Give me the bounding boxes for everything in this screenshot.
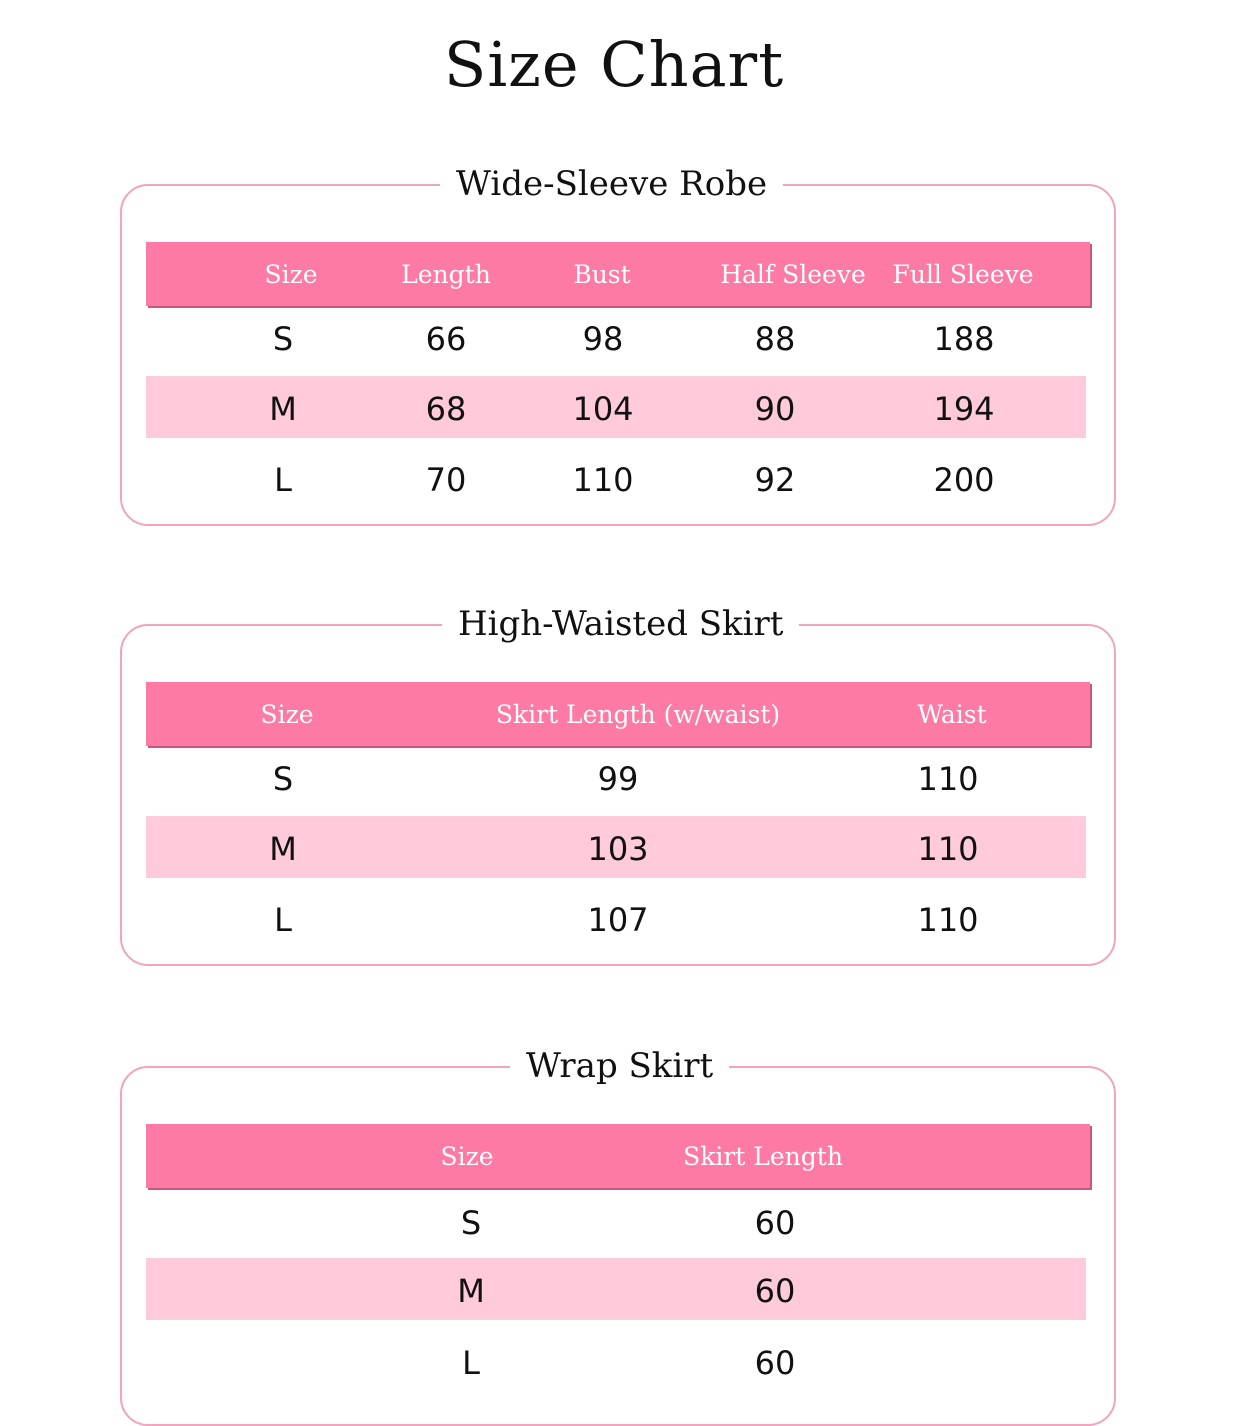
table-row — [146, 447, 1086, 509]
column-header: Skirt Length — [683, 1142, 843, 1171]
size-table-robe — [120, 164, 1116, 526]
size-table-wrap-skirt — [120, 1046, 1116, 1426]
table-cell: 194 — [933, 390, 995, 428]
table-cell: 60 — [754, 1204, 796, 1242]
column-header: Length — [401, 260, 491, 289]
column-header: Half Sleeve — [720, 260, 866, 289]
table-cell: 88 — [754, 320, 796, 358]
table-row — [146, 1258, 1086, 1320]
table-cell: 110 — [917, 760, 979, 798]
table-cell: 70 — [425, 461, 467, 499]
table-cell: M — [269, 390, 297, 428]
table-row — [146, 816, 1086, 878]
table-row — [146, 1190, 1086, 1252]
table-cell: S — [272, 760, 294, 798]
table-row — [146, 376, 1086, 438]
section-title: Wide-Sleeve Robe — [440, 158, 783, 210]
table-row — [146, 1330, 1086, 1392]
column-header: Skirt Length (w/waist) — [495, 700, 781, 729]
column-header: Full Sleeve — [892, 260, 1034, 289]
size-table-high-waisted-skirt — [120, 604, 1116, 966]
table-header — [146, 1124, 1090, 1188]
table-cell: 98 — [582, 320, 624, 358]
table-cell: M — [457, 1272, 485, 1310]
table-cell: L — [274, 901, 292, 939]
table-cell: 66 — [425, 320, 467, 358]
table-cell: 110 — [917, 901, 979, 939]
table-cell: 92 — [754, 461, 796, 499]
table-cell: M — [269, 830, 297, 868]
table-row — [146, 887, 1086, 949]
table-cell: 104 — [572, 390, 634, 428]
table-cell: 200 — [933, 461, 995, 499]
column-header: Bust — [573, 260, 631, 289]
column-header: Size — [440, 1142, 494, 1171]
column-header: Size — [260, 700, 314, 729]
table-cell: S — [272, 320, 294, 358]
table-cell: 90 — [754, 390, 796, 428]
table-cell: 110 — [917, 830, 979, 868]
table-cell: 110 — [572, 461, 634, 499]
table-row — [146, 306, 1086, 368]
table-cell: 99 — [597, 760, 639, 798]
table-cell: L — [462, 1344, 480, 1382]
table-cell: 107 — [587, 901, 649, 939]
table-row — [146, 746, 1086, 808]
column-header: Waist — [917, 700, 987, 729]
table-cell: L — [274, 461, 292, 499]
page-title: Size Chart — [443, 28, 785, 101]
table-cell: 103 — [587, 830, 649, 868]
table-cell: 60 — [754, 1344, 796, 1382]
table-cell: 68 — [425, 390, 467, 428]
table-cell: 188 — [933, 320, 995, 358]
section-title: Wrap Skirt — [510, 1040, 729, 1092]
column-header: Size — [264, 260, 318, 289]
table-header — [146, 242, 1090, 306]
table-cell: 60 — [754, 1272, 796, 1310]
table-header — [146, 682, 1090, 746]
table-cell: S — [460, 1204, 482, 1242]
section-title: High-Waisted Skirt — [442, 598, 799, 650]
